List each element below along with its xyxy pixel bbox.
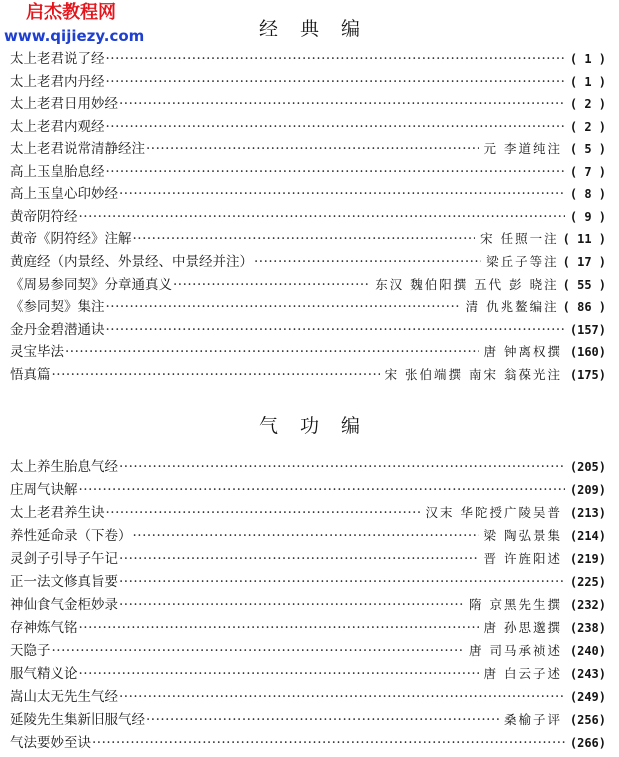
dot-leader (106, 296, 461, 318)
entry-page-number: (205) (569, 460, 606, 474)
toc-entry[interactable] (10, 525, 606, 547)
dot-leader (119, 548, 479, 570)
entry-author: 元 李道纯注 (483, 141, 562, 156)
dot-leader (133, 228, 476, 250)
entry-title: 灵宝毕法 (10, 344, 64, 360)
entry-page-number: (157) (569, 323, 606, 337)
entry-author: 唐 孙思邈撰 (483, 620, 562, 635)
dot-leader (254, 251, 481, 273)
dot-leader (119, 456, 565, 478)
dot-leader (106, 161, 566, 183)
entry-page-number: (249) (569, 690, 606, 704)
entry-page-number: (213) (569, 506, 606, 520)
entry-page-number: ( 11 ) (562, 232, 606, 246)
entry-title: 灵剑子引导子午记 (10, 551, 118, 567)
dot-leader (106, 48, 566, 70)
entry-page-number: ( 55 ) (562, 278, 606, 292)
toc-entry[interactable] (10, 732, 606, 754)
entry-author: 桑榆子评 (503, 712, 562, 727)
entry-title: 太上老君日用妙经 (10, 96, 118, 112)
dot-leader (65, 341, 479, 363)
entry-page-number: (175) (569, 368, 606, 382)
toc-entry[interactable] (10, 686, 606, 708)
entry-author: 清 仇兆鳌编注 (465, 299, 559, 314)
entry-page-number: ( 9 ) (569, 210, 606, 224)
toc-entry[interactable] (10, 456, 606, 478)
entry-author: 梁 陶弘景集 (483, 528, 562, 543)
entry-page-number: (225) (569, 575, 606, 589)
dot-leader (119, 571, 565, 593)
toc-entry[interactable] (10, 228, 606, 250)
toc-entry[interactable] (10, 274, 606, 296)
entry-page-number: ( 5 ) (569, 142, 606, 156)
dot-leader (79, 617, 479, 639)
dot-leader (106, 502, 421, 524)
entry-title: 养性延命录（下卷） (10, 528, 132, 544)
entry-page-number: ( 1 ) (569, 75, 606, 89)
toc-entry[interactable] (10, 663, 606, 685)
entry-title: 庄周气诀解 (10, 482, 78, 498)
toc-entry[interactable] (10, 319, 606, 341)
toc-entry[interactable] (10, 502, 606, 524)
dot-leader (119, 93, 565, 115)
entry-title: 气法要妙至诀 (10, 735, 91, 751)
toc-entry[interactable] (10, 161, 606, 183)
entry-title: 黄帝阴符经 (10, 209, 78, 225)
dot-leader (119, 594, 464, 616)
entry-title: 高上玉皇胎息经 (10, 164, 105, 180)
toc-entry[interactable] (10, 116, 606, 138)
entry-author: 东汉 魏伯阳撰 五代 彭 晓注 (375, 277, 559, 292)
toc-entry[interactable] (10, 479, 606, 501)
entry-author: 宋 张伯端撰 南宋 翁葆光注 (384, 367, 562, 382)
entry-author: 隋 京黑先生撰 (469, 597, 562, 612)
entry-title: 高上玉皇心印妙经 (10, 186, 118, 202)
entry-page-number: ( 2 ) (569, 97, 606, 111)
entry-author: 宋 任照一注 (480, 231, 559, 246)
watermark-url: www.qijiezy.com (4, 27, 145, 45)
entry-title: 《周易参同契》分章通真义 (10, 277, 172, 293)
toc-entry[interactable] (10, 48, 606, 70)
dot-leader (52, 640, 465, 662)
toc-entry[interactable] (10, 93, 606, 115)
entry-author: 梁丘子等注 (486, 254, 559, 269)
dot-leader (146, 709, 499, 731)
entry-author: 晋 许旌阳述 (483, 551, 562, 566)
entry-title: 太上老君说了经 (10, 51, 105, 67)
entry-title: 金丹金碧潜通诀 (10, 322, 105, 338)
dot-leader (119, 183, 565, 205)
section-title-qigong: 气功编 (258, 415, 382, 437)
entry-title: 太上老君养生诀 (10, 505, 105, 521)
entry-page-number: ( 8 ) (569, 187, 606, 201)
toc-entry[interactable] (10, 251, 606, 273)
toc-entry[interactable] (10, 571, 606, 593)
entry-author: 汉末 华陀授广陵吴普 (425, 505, 562, 520)
dot-leader (173, 274, 370, 296)
entry-page-number: (238) (569, 621, 606, 635)
entry-title: 服气精义论 (10, 666, 78, 682)
entry-title: 太上老君内观经 (10, 119, 105, 135)
entry-page-number: (266) (569, 736, 606, 750)
dot-leader (106, 116, 566, 138)
dot-leader (52, 364, 380, 386)
dot-leader (133, 525, 479, 547)
entry-author: 唐 钟离权撰 (483, 344, 562, 359)
entry-page-number: (160) (569, 345, 606, 359)
dot-leader (79, 206, 566, 228)
entry-author: 唐 司马承祯述 (469, 643, 562, 658)
entry-author: 唐 白云子述 (483, 666, 562, 681)
entry-title: 悟真篇 (10, 367, 51, 383)
entry-page-number: (240) (569, 644, 606, 658)
toc-entry[interactable] (10, 71, 606, 93)
entry-title: 《参同契》集注 (10, 299, 105, 315)
entry-page-number: (219) (569, 552, 606, 566)
dot-leader (92, 732, 565, 754)
entry-page-number: ( 17 ) (562, 255, 606, 269)
entry-title: 黄帝《阴符经》注解 (10, 231, 132, 247)
entry-title: 天隐子 (10, 643, 51, 659)
entry-title: 太上老君说常清静经注 (10, 141, 145, 157)
dot-leader (106, 319, 566, 341)
watermark-site-name: 启杰教程网 (26, 2, 116, 23)
entry-page-number: (214) (569, 529, 606, 543)
entry-page-number: (256) (569, 713, 606, 727)
toc-entry[interactable] (10, 709, 606, 731)
entry-page-number: ( 1 ) (569, 52, 606, 66)
section-title-jingdian: 经典编 (258, 18, 382, 40)
entry-page-number: (209) (569, 483, 606, 497)
entry-page-number: (232) (569, 598, 606, 612)
entry-page-number: ( 7 ) (569, 165, 606, 179)
entry-page-number: ( 2 ) (569, 120, 606, 134)
entry-title: 延陵先生集新旧服气经 (10, 712, 145, 728)
entry-title: 太上养生胎息气经 (10, 459, 118, 475)
toc-entry[interactable] (10, 594, 606, 616)
dot-leader (79, 663, 479, 685)
entry-title: 神仙食气金柜妙录 (10, 597, 118, 613)
toc-entry[interactable] (10, 296, 606, 318)
entry-title: 存神炼气铭 (10, 620, 78, 636)
dot-leader (146, 138, 479, 160)
entry-title: 黄庭经（内景经、外景经、中景经并注） (10, 254, 253, 270)
toc-entry[interactable] (10, 640, 606, 662)
dot-leader (106, 71, 566, 93)
toc-entry[interactable] (10, 548, 606, 570)
toc-entry[interactable] (10, 206, 606, 228)
dot-leader (79, 479, 566, 501)
toc-entry[interactable] (10, 138, 606, 160)
dot-leader (119, 686, 565, 708)
entry-page-number: (243) (569, 667, 606, 681)
toc-entry[interactable] (10, 364, 606, 386)
toc-entry[interactable] (10, 617, 606, 639)
entry-title: 嵩山太无先生气经 (10, 689, 118, 705)
entry-page-number: ( 86 ) (562, 300, 606, 314)
entry-title: 正一法文修真旨要 (10, 574, 118, 590)
toc-entry[interactable] (10, 183, 606, 205)
entry-title: 太上老君内丹经 (10, 74, 105, 90)
toc-entry[interactable] (10, 341, 606, 363)
